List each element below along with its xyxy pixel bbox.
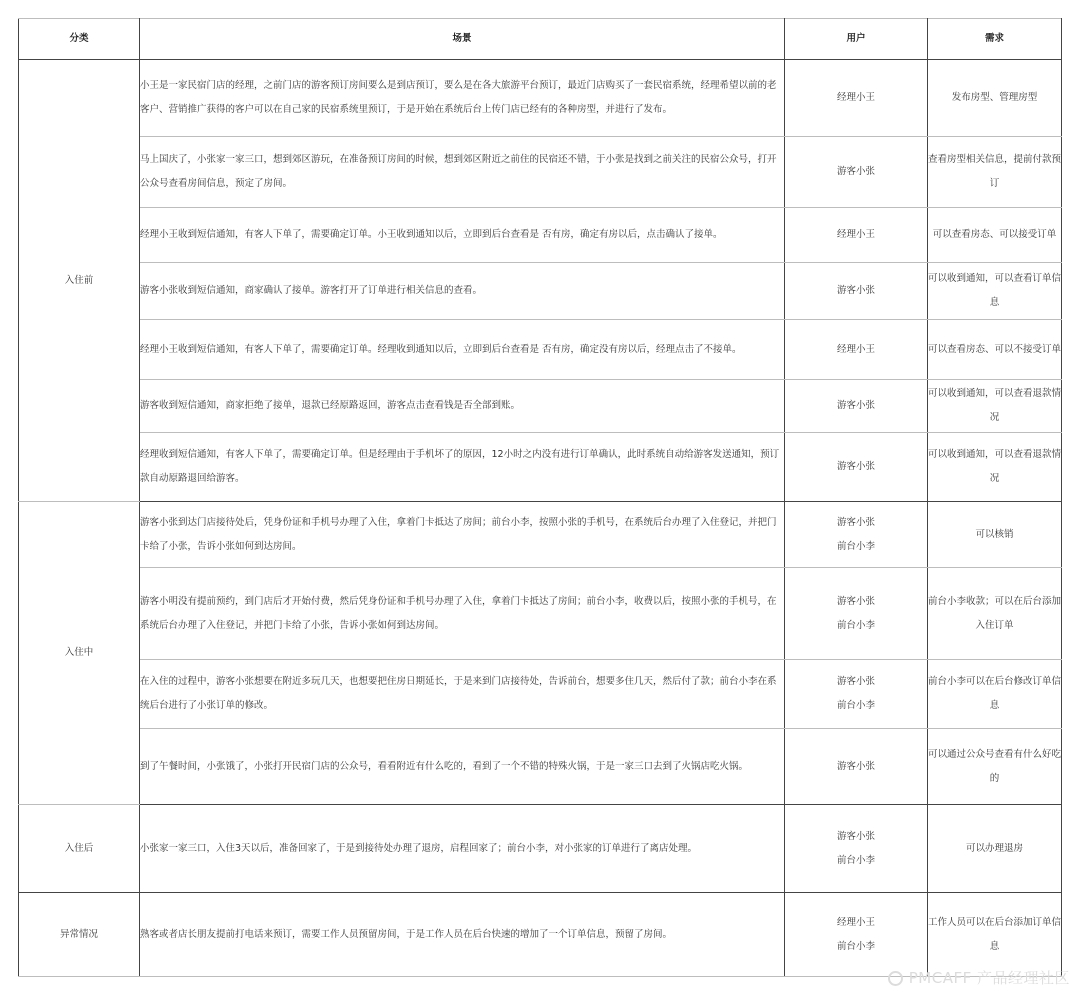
category-cell: 入住前 [19,60,140,502]
user-name: 前台小李 [836,619,875,631]
need-cell: 可以办理退房 [928,805,1062,893]
scene-cell: 马上国庆了，小张家一家三口，想到郊区游玩，在准备预订房间的时候，想到郊区附近之前住的民宿还不错，于小张是找到之前关注的民宿公众号，打开公众号查看房间信息，预定了房间。 [140,137,785,208]
user-cell: 游客小张 [785,433,928,502]
need-cell: 工作人员可以在后台添加订单信息 [928,893,1062,977]
scene-cell: 游客小张收到短信通知，商家确认了接单。游客打开了订单进行相关信息的查看。 [140,263,785,320]
need-cell: 前台小李可以在后台修改订单信息 [928,660,1062,729]
user-cell [785,893,928,977]
header-user: 用户 [785,19,928,60]
scene-cell: 经理收到短信通知，有客人下单了，需要确定订单。但是经理由于手机坏了的原因，12小时之内没有进行订单确认，此时系统自动给游客发送通知，预订款自动原路退回给游客。 [140,433,785,502]
user-name: 前台小李 [836,700,875,711]
user-cell [785,502,928,568]
table-row [19,433,1062,502]
requirements-table [18,18,1062,977]
table-row [19,660,1062,729]
user-name: 前台小李 [836,940,875,952]
need-cell: 可以查看房态、可以不接受订单 [928,320,1062,380]
need-cell: 可以收到通知，可以查看退款情况 [928,380,1062,433]
user-cell: 经理小王 [785,208,928,263]
user-name: 游客小张 [836,516,875,528]
need-cell: 可以收到通知，可以查看退款情况 [928,433,1062,502]
scene-cell: 游客小张到达门店接待处后，凭身份证和手机号办理了入住，拿着门卡抵达了房间；前台小李，按照小张的手机号，在系统后台办理了入住登记，并把门卡给了小张，告诉小张如何到达房间。 [140,502,785,568]
table-row [19,380,1062,433]
table-row [19,320,1062,380]
user-cell [785,568,928,660]
watermark-text: PMCAFF 产品经理社区 [908,969,1070,987]
need-cell: 前台小李收款；可以在后台添加入住订单 [928,568,1062,660]
header-category: 分类 [19,19,140,60]
table-row [19,805,1062,893]
scene-cell: 游客小明没有提前预约，到门店后才开始付费，然后凭身份证和手机号办理了入住，拿着门卡抵达了房间；前台小李，收费以后，按照小张的手机号，在系统后台办理了入住登记，并把门卡给了小张，告诉小张如何到达房间。 [140,568,785,660]
table-row [19,729,1062,805]
user-cell: 游客小张 [785,729,928,805]
need-cell: 发布房型、管理房型 [928,60,1062,137]
category-cell: 入住后 [19,805,140,893]
user-cell: 经理小王 [785,60,928,137]
watermark [888,967,1070,988]
scene-cell: 到了午餐时间，小张饿了，小张打开民宿门店的公众号，看看附近有什么吃的，看到了一个不错的特殊火锅，于是一家三口去到了火锅店吃火锅。 [140,729,785,805]
user-cell: 游客小张 [785,380,928,433]
user-cell: 游客小张 [785,263,928,320]
need-cell: 可以核销 [928,502,1062,568]
scene-cell: 小张家一家三口，入住3天以后，准备回家了，于是到接待处办理了退房，启程回家了；前台小李，对小张家的订单进行了离店处理。 [140,805,785,893]
scene-cell: 小王是一家民宿门店的经理，之前门店的游客预订房间要么是到店预订，要么是在各大旅游平台预订，最近门店购买了一套民宿系统，经理希望以前的老客户、营销推广获得的客户可以在自己家的民宿系统里预订，于是开始在系统后台上传门店已经有的各种房型，并进行了发布。 [140,60,785,137]
user-cell [785,805,928,893]
table-row [19,208,1062,263]
user-cell: 经理小王 [785,320,928,380]
table-row [19,893,1062,977]
user-name: 前台小李 [836,540,875,552]
category-cell: 入住中 [19,502,140,805]
need-cell: 可以通过公众号查看有什么好吃的 [928,729,1062,805]
scene-cell: 经理小王收到短信通知，有客人下单了，需要确定订单。经理收到通知以后，立即到后台查看是 否有房，确定没有房以后，经理点击了不接单。 [140,320,785,380]
scene-cell: 在入住的过程中，游客小张想要在附近多玩几天，也想要把住房日期延长，于是来到门店接待处，告诉前台，想要多住几天，然后付了款；前台小李在系统后台进行了小张订单的修改。 [140,660,785,729]
scene-cell: 游客收到短信通知，商家拒绝了接单，退款已经原路返回，游客点击查看钱是否全部到账。 [140,380,785,433]
user-name: 游客小张 [836,595,875,607]
table-row [19,137,1062,208]
header-scene: 场景 [140,19,785,60]
table-row [19,263,1062,320]
user-cell: 游客小张 [785,137,928,208]
need-cell: 查看房型相关信息，提前付款预订 [928,137,1062,208]
table-row [19,60,1062,137]
user-name: 游客小张 [836,830,875,842]
scene-cell: 经理小王收到短信通知，有客人下单了，需要确定订单。小王收到通知以后，立即到后台查看是 否有房，确定有房以后，点击确认了接单。 [140,208,785,263]
category-cell: 异常情况 [19,893,140,977]
user-name: 游客小张 [836,676,875,687]
pmcaff-logo-icon [888,971,903,986]
user-name: 前台小李 [836,854,875,866]
need-cell: 可以收到通知，可以查看订单信息 [928,263,1062,320]
table-row [19,568,1062,660]
need-cell: 可以查看房态、可以接受订单 [928,208,1062,263]
table-row [19,502,1062,568]
user-name: 经理小王 [836,916,875,928]
header-need: 需求 [928,19,1062,60]
user-cell [785,660,928,729]
header-row [19,19,1062,60]
scene-cell: 熟客或者店长朋友提前打电话来预订，需要工作人员预留房间，于是工作人员在后台快速的增加了一个订单信息，预留了房间。 [140,893,785,977]
